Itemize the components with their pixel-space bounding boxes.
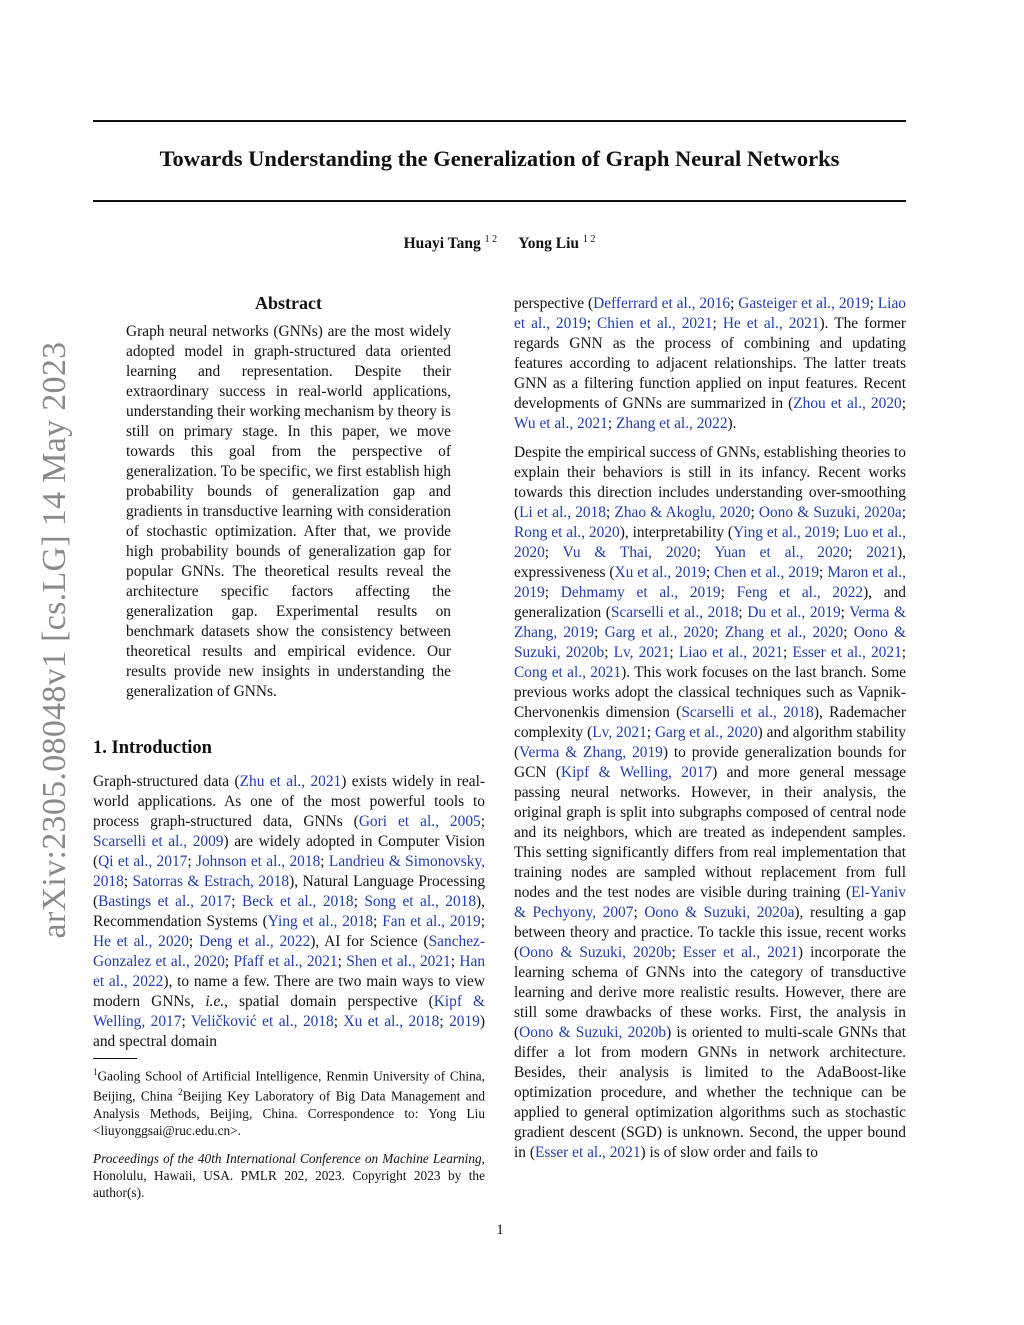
citation-link[interactable]: Feng et al., 2022 xyxy=(736,584,864,601)
citation-link[interactable]: El-Yaniv & Pechyony, 2007 xyxy=(514,884,906,921)
text-run: ; xyxy=(738,604,748,621)
citation-link[interactable]: Yuan et al., 2020 xyxy=(714,544,849,561)
text-run: ), Natural Language Processing ( xyxy=(93,873,486,910)
text-run: ; xyxy=(843,624,854,641)
citation-link[interactable]: Kipf & Welling, 2017 xyxy=(561,764,713,781)
citation-link[interactable]: Defferrard et al., 2016 xyxy=(593,295,731,312)
text-run: ; xyxy=(901,395,906,412)
text-run: ; xyxy=(714,624,725,641)
citation-link[interactable]: Maron et al., 2019 xyxy=(514,564,907,601)
page-number: 1 xyxy=(496,1222,504,1238)
text-run: ; xyxy=(480,913,485,930)
citation-link[interactable]: Fan et al., 2019 xyxy=(382,913,481,930)
section-heading: 1. Introduction xyxy=(93,738,212,758)
text-run: ; xyxy=(720,584,737,601)
citation-link[interactable]: Oono & Suzuki, 2020b xyxy=(519,1024,667,1041)
text-run: ; xyxy=(605,504,615,521)
citation-link[interactable]: Liao et al., 2021 xyxy=(678,644,784,661)
citation-link[interactable]: 2019 xyxy=(449,1013,480,1030)
title-rule-top xyxy=(93,120,906,122)
text-run: ; xyxy=(439,1013,450,1030)
citation-link[interactable]: He et al., 2021 xyxy=(722,315,820,332)
text-run: Despite the empirical success of GNNs, establishing theories to explain their behaviors is still in its infancy. Recent works towards this direction includes understanding over-smoothing ( xyxy=(514,444,906,521)
text-run: perspective ( xyxy=(514,295,594,312)
citation-link[interactable]: Song et al., 2018 xyxy=(364,893,477,910)
text-run: ; xyxy=(480,813,485,830)
text-run: ) exists widely in real-world applications. As one of the most powerful tools to process graph-structured data, GNNs ( xyxy=(93,773,485,830)
footnote-text: Gaoling School of Artificial Intelligence, Renmin University of China, Beijing, China xyxy=(93,1068,485,1104)
citation-link[interactable]: Oono & Suzuki, 2020a xyxy=(644,904,795,921)
text-run: ), resulting a gap between theory and practice. To tackle this issue, recent works ( xyxy=(514,904,907,961)
author-affiliation: 1 2 xyxy=(484,234,498,245)
citation-link[interactable]: Xu et al., 2018 xyxy=(343,1013,440,1030)
citation-link[interactable]: 2021 xyxy=(866,544,897,561)
citation-link[interactable]: Gori et al., 2005 xyxy=(358,813,481,830)
citation-link[interactable]: Esser et al., 2021 xyxy=(792,644,902,661)
citation-link[interactable]: Garg et al., 2020 xyxy=(654,724,758,741)
citation-link[interactable]: Wu et al., 2021 xyxy=(514,415,608,432)
author-list xyxy=(93,234,906,253)
citation-link[interactable]: Bastings et al., 2017 xyxy=(98,893,232,910)
citation-link[interactable]: Gasteiger et al., 2019 xyxy=(738,295,870,312)
author-name: Yong Liu xyxy=(518,235,580,253)
citation-link[interactable]: Deng et al., 2022 xyxy=(198,933,311,950)
text-run: ; xyxy=(337,953,347,970)
citation-link[interactable]: Satorras & Estrach, 2018 xyxy=(132,873,290,890)
proceedings-venue: Proceedings of the 40th International Conference on Machine Learning xyxy=(93,1151,482,1166)
text-run: ; xyxy=(231,893,242,910)
text-run: ; xyxy=(848,544,867,561)
citation-link[interactable]: Zhou et al., 2020 xyxy=(793,395,902,412)
text-run: ) to provide generalization bounds for GCN ( xyxy=(514,744,906,781)
text-run: ; xyxy=(783,644,793,661)
citation-link[interactable]: Dehmamy et al., 2019 xyxy=(560,584,721,601)
text-run: ) and spectral domain xyxy=(93,1013,485,1050)
text-run: ) and more general message passing neural networks. However, in their analysis, the original graph is split into subgraphs composed of central node and its neighbors, which are treated as independent samples. This setting significantly differs from real implementation that training nodes are sampled without replacement from full nodes and the test nodes are visible during training ( xyxy=(514,764,907,901)
citation-link[interactable]: Zhao & Akoglu, 2020 xyxy=(614,504,751,521)
citation-link[interactable]: Li et al., 2018 xyxy=(519,504,606,521)
proceedings-details: , Honolulu, Hawaii, USA. PMLR 202, 2023. Copyright 2023 by the author(s). xyxy=(93,1151,485,1200)
citation-link[interactable]: Kipf & Welling, 2017 xyxy=(93,993,486,1030)
citation-link[interactable]: Lv, 2021 xyxy=(613,644,670,661)
text-run: ; xyxy=(320,853,329,870)
text-run: , spatial domain perspective ( xyxy=(224,993,434,1010)
citation-link[interactable]: Scarselli et al., 2018 xyxy=(681,704,814,721)
citation-link[interactable]: Chien et al., 2021 xyxy=(597,315,713,332)
text-run: ; xyxy=(840,604,850,621)
right-column xyxy=(514,294,906,1163)
text-run: ; xyxy=(373,913,383,930)
footnote-marker: 2 xyxy=(178,1087,183,1098)
text-run: ; xyxy=(333,1013,344,1030)
text-run: ; xyxy=(646,724,655,741)
citation-link[interactable]: Garg et al., 2020 xyxy=(604,624,715,641)
text-run: ; xyxy=(712,315,723,332)
abstract-text: Graph neural networks (GNNs) are the most widely adopted model in graph-structured data oriented learning and representation. Despite their extraordinary success in real-world applications, understanding their working mechanism by theory is still on primary stage. In this paper, we move towards this goal from the perspective of generalization. To be specific, we first establish high probability bounds of generalization gap and gradients in transductive learning with consideration of stochastic optimization. After that, we provide high probability bounds of generalization gap for popular GNNs. The theoretical results reveal the architecture specific factors affecting the generalization gap. Experimental results on benchmark datasets show the consistency between theoretical results and empirical evidence. Our results provide new insights in understanding the generalization of GNNs. xyxy=(126,323,451,700)
body-paragraph xyxy=(514,294,906,434)
text-run: ; xyxy=(450,953,460,970)
text-run: ; xyxy=(224,953,234,970)
citation-link[interactable]: Cong et al., 2021 xyxy=(514,664,622,681)
text-run: ; xyxy=(604,644,614,661)
text-run: ; xyxy=(607,415,616,432)
citation-link[interactable]: Sanchez-Gonzalez et al., 2020 xyxy=(93,933,486,970)
citation-link[interactable]: Xu et al., 2019 xyxy=(614,564,706,581)
citation-link[interactable]: Liao et al., 2019 xyxy=(514,295,906,332)
text-run: ; xyxy=(586,315,598,332)
text-run: ; xyxy=(819,564,828,581)
citation-link[interactable]: Esser et al., 2021 xyxy=(682,944,798,961)
citation-link[interactable]: Zhu et al., 2021 xyxy=(239,773,342,790)
text-run: ; xyxy=(671,944,683,961)
citation-link[interactable]: Chen et al., 2019 xyxy=(714,564,820,581)
citation-link[interactable]: Han et al., 2022 xyxy=(93,953,486,990)
text-run: ; xyxy=(633,904,645,921)
text-run: ) incorporate the learning schema of GNNs into the category of transductive learning and derive more realistic results. However, there are still some drawbacks of these works. First, the analysis in ( xyxy=(514,944,906,1041)
citation-link[interactable]: Verma & Zhang, 2019 xyxy=(519,744,663,761)
proceedings-note xyxy=(93,1150,485,1201)
citation-link[interactable]: Lv, 2021 xyxy=(592,724,647,741)
text-run: ), to name a few. There are two main ways to view modern GNNs, xyxy=(93,973,485,1010)
text-run: ; xyxy=(544,584,561,601)
affiliation-footnote xyxy=(93,1064,485,1139)
text-run: ), Rademacher complexity ( xyxy=(514,704,907,741)
citation-link[interactable]: Rong et al., 2020 xyxy=(514,524,620,541)
text-run: ; xyxy=(730,295,739,312)
text-run: ; xyxy=(696,544,715,561)
paper-title: Towards Understanding the Generalization of Graph Neural Networks xyxy=(159,146,840,171)
text-run: ). The former regards GNN as the process of combining and updating features according to adjacent relationships. The latter treats GNN as a filtering function applied on input features. Recent developments of GNNs are summarized in ( xyxy=(514,315,907,412)
text-run: ; xyxy=(901,644,907,661)
text-run: ; xyxy=(669,644,679,661)
citation-link[interactable]: Du et al., 2019 xyxy=(747,604,841,621)
text-run: ), AI for Science ( xyxy=(310,933,429,950)
citation-link[interactable]: He et al., 2020 xyxy=(93,933,189,950)
italic-text: i.e. xyxy=(205,993,225,1010)
arxiv-stamp: arXiv:2305.08048v1 [cs.LG] 14 May 2023 xyxy=(36,341,73,939)
title-rule-bottom xyxy=(93,200,906,202)
text-run: ), expressiveness ( xyxy=(514,544,906,581)
author-affiliation: 1 2 xyxy=(582,234,596,245)
citation-link[interactable]: Verma & Zhang, 2019 xyxy=(514,604,906,641)
body-paragraph xyxy=(514,443,906,1163)
citation-link[interactable]: Shen et al., 2021 xyxy=(346,953,451,970)
text-run: ) is of slow order and fails to xyxy=(640,1144,818,1161)
citation-link[interactable]: Oono & Suzuki, 2020b xyxy=(519,944,672,961)
text-run: ; xyxy=(594,624,605,641)
citation-link[interactable]: Landrieu & Simonovsky, 2018 xyxy=(93,853,486,890)
citation-link[interactable]: Ying et al., 2019 xyxy=(733,524,836,541)
footnote-marker: 1 xyxy=(93,1067,98,1077)
citation-link[interactable]: Oono & Suzuki, 2020b xyxy=(514,624,907,661)
text-run: ; xyxy=(869,295,878,312)
introduction-section xyxy=(93,736,485,1052)
text-run: Graph-structured data ( xyxy=(93,773,240,790)
citation-link[interactable]: Ying et al., 2018 xyxy=(267,913,374,930)
text-run: ; xyxy=(181,1013,191,1030)
text-run: ) is oriented to multi-scale GNNs that differ a lot from modern GNNs in network architecture. Besides, their analysis is limited to the AdaBoost-like optimization procedure, and whether the technique can be applied to general optimization algorithms such as stochastic gradient descent (SGD) is unknown. Second, the upper bound in ( xyxy=(514,1024,906,1161)
text-run: ), interpretability ( xyxy=(619,524,734,541)
text-run: ). This work focuses on the last branch. Some previous works adopt the classical techniques such as Vapnik-Chervonenkis dimension ( xyxy=(514,664,906,721)
citation-link[interactable]: Luo et al., 2020 xyxy=(514,524,907,561)
text-run: ), Recommendation Systems ( xyxy=(93,893,486,930)
text-run: ; xyxy=(835,524,844,541)
citation-link[interactable]: Oono & Suzuki, 2020a xyxy=(758,504,902,521)
citation-link[interactable]: Veličković et al., 2018 xyxy=(190,1013,334,1030)
citation-link[interactable]: Esser et al., 2021 xyxy=(534,1144,641,1161)
text-run: ), and generalization ( xyxy=(514,584,907,621)
text-run: ; xyxy=(901,504,907,521)
citation-link[interactable]: Zhang et al., 2022 xyxy=(615,415,728,432)
text-run: ) are widely adopted in Computer Vision ( xyxy=(93,833,485,870)
text-run: ; xyxy=(705,564,715,581)
footnote-text: Beijing Key Laboratory of Big Data Management and Analysis Methods, Beijing, China. Correspondence to: Yong Liu <liuyonggsai@ruc.edu.cn>. xyxy=(93,1088,485,1138)
citation-link[interactable]: Beck et al., 2018 xyxy=(241,893,354,910)
citation-link[interactable]: Johnson et al., 2018 xyxy=(196,853,321,870)
text-run: ; xyxy=(544,544,563,561)
text-run: ; xyxy=(123,873,133,890)
text-run: ; xyxy=(750,504,759,521)
abstract-section xyxy=(126,292,451,702)
abstract-heading: Abstract xyxy=(255,293,322,313)
text-run: ) and algorithm stability ( xyxy=(514,724,906,761)
citation-link[interactable]: Scarselli et al., 2009 xyxy=(93,833,224,850)
text-run: ). xyxy=(727,415,737,432)
citation-link[interactable]: Qi et al., 2017 xyxy=(98,853,188,870)
text-run: ; xyxy=(188,933,199,950)
citation-link[interactable]: Zhang et al., 2020 xyxy=(724,624,844,641)
citation-link[interactable]: Scarselli et al., 2018 xyxy=(610,604,739,621)
text-run: ; xyxy=(187,853,196,870)
author-name: Huayi Tang xyxy=(403,235,481,253)
citation-link[interactable]: Vu & Thai, 2020 xyxy=(562,544,697,561)
citation-link[interactable]: Pfaff et al., 2021 xyxy=(233,953,338,970)
intro-paragraph xyxy=(93,772,485,1052)
footnote-rule xyxy=(93,1058,137,1059)
text-run: ; xyxy=(353,893,365,910)
